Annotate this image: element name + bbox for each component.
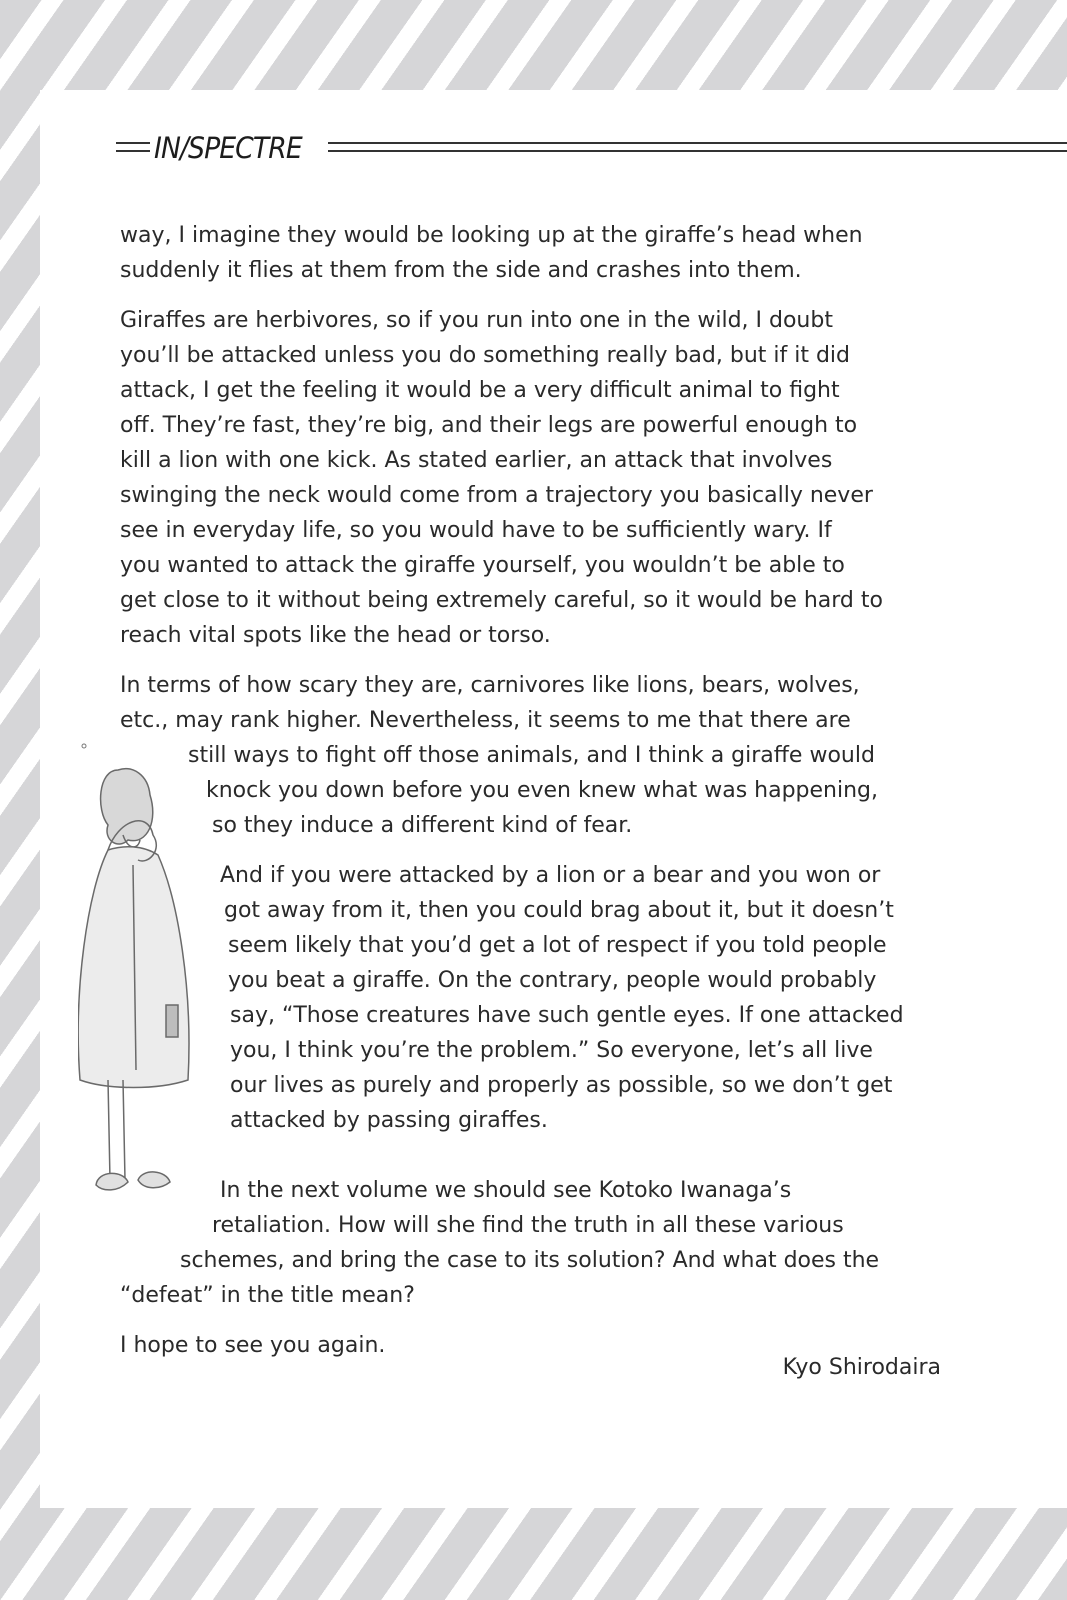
text-line: get close to it without being extremely careful, so it would be hard to xyxy=(120,588,883,613)
text-line: you’ll be attacked unless you do something really bad, but if it did xyxy=(120,343,851,368)
text-line: attack, I get the feeling it would be a very difficult animal to fight xyxy=(120,378,840,403)
text-line: still ways to fight off those animals, and I think a giraffe would xyxy=(188,743,875,768)
text-line: see in everyday life, so you would have to be sufficiently wary. If xyxy=(120,518,832,543)
text-line: swinging the neck would come from a trajectory you basically never xyxy=(120,483,873,508)
text-line: off. They’re fast, they’re big, and their legs are powerful enough to xyxy=(120,413,858,438)
text-line: attacked by passing giraffes. xyxy=(230,1108,548,1133)
text-line: you beat a giraffe. On the contrary, people would probably xyxy=(228,968,877,993)
book-title: IN/SPECTRE xyxy=(154,131,302,165)
text-line: suddenly it flies at them from the side and crashes into them. xyxy=(120,258,802,283)
text-line: our lives as purely and properly as possible, so we don’t get xyxy=(230,1073,893,1098)
text-line: “defeat” in the title mean? xyxy=(120,1283,415,1308)
text-line: you, I think you’re the problem.” So everyone, let’s all live xyxy=(230,1038,873,1063)
text-line: In terms of how scary they are, carnivores like lions, bears, wolves, xyxy=(120,673,860,698)
text-line: you wanted to attack the giraffe yourself, you wouldn’t be able to xyxy=(120,553,845,578)
text-line: And if you were attacked by a lion or a bear and you won or xyxy=(220,863,881,888)
text-line: seem likely that you’d get a lot of respect if you told people xyxy=(228,933,887,958)
text-line: In the next volume we should see Kotoko Iwanaga’s xyxy=(220,1178,792,1203)
running-header xyxy=(116,128,1067,170)
text-line: so they induce a different kind of fear. xyxy=(212,813,633,838)
text-line: etc., may rank higher. Nevertheless, it seems to me that there are xyxy=(120,708,851,733)
header-rule-left xyxy=(116,142,150,152)
text-line: schemes, and bring the case to its solution? And what does the xyxy=(180,1248,880,1273)
header-rule-right xyxy=(328,142,1067,152)
text-line: say, “Those creatures have such gentle eyes. If one attacked xyxy=(230,1003,904,1028)
girl-in-long-coat-icon xyxy=(78,740,228,1210)
text-line: way, I imagine they would be looking up at the giraffe’s head when xyxy=(120,223,863,248)
text-line: reach vital spots like the head or torso. xyxy=(120,623,551,648)
text-line: I hope to see you again. xyxy=(120,1333,386,1358)
text-line: knock you down before you even knew what was happening, xyxy=(206,778,878,803)
text-line: retaliation. How will she find the truth in all these various xyxy=(212,1213,844,1238)
text-line: kill a lion with one kick. As stated earlier, an attack that involves xyxy=(120,448,833,473)
text-line: Giraffes are herbivores, so if you run into one in the wild, I doubt xyxy=(120,308,833,333)
text-line: got away from it, then you could brag about it, but it doesn’t xyxy=(224,898,894,923)
author-signature: Kyo Shirodaira xyxy=(782,1355,941,1380)
